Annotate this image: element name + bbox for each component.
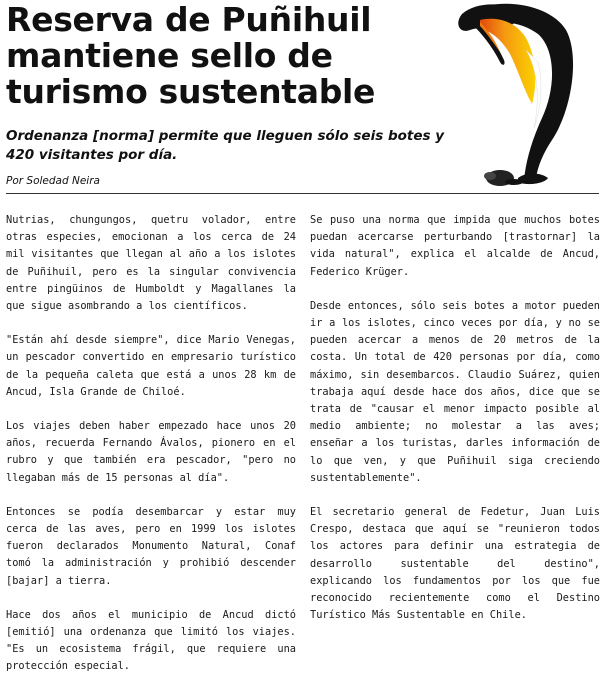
paragraph: Los viajes deben haber empezado hace unos 20 años, recuerda Fernando Ávalos, pionero en el rubro y que también era pescador, "pero no llegaban más de 15 personas al día". (6, 420, 296, 484)
paragraph: El secretario general de Fedetur, Juan Luis Crespo, destaca que aquí se "reunieron todos los actores para definir una estrategia de desarrollo sustentable del destino", explicando los fundamentos por los que fue reconocido recientemente como el Destino Turístico Más Sustentable en Chile. (310, 506, 600, 622)
penguin-icon (440, 0, 600, 195)
paragraph: "Están ahí desde siempre", dice Mario Venegas, un pescador convertido en empresario turístico de la pequeña caleta que está a unos 28 km de Ancud, Isla Grande de Chiloé. (6, 334, 296, 398)
paragraph: Nutrias, chungungos, quetru volador, entre otras especies, emocionan a los cerca de 24 mil visitantes que llegan al año a los islotes de Puñihuil, pero es la singular convivencia entre pingüinos de Humboldt y Magallanes la que sigue asombrando a los científicos. (6, 214, 296, 313)
divider (6, 193, 599, 194)
subheadline: Ordenanza [norma] permite que lleguen sólo seis botes y 420 visitantes por día. (6, 128, 445, 163)
headline: Reserva de Puñihuil mantiene sello de turismo sustentable (6, 0, 376, 111)
paragraph: Se puso una norma que impida que muchos botes puedan acercarse perturbando [trastornar] la vida natural", explica el alcalde de Ancud, Federico Krüger. (310, 214, 600, 278)
paragraph: Desde entonces, sólo seis botes a motor pueden ir a los islotes, cinco veces por día, y no se pueden acercar a menos de 20 metros de la costa. Un total de 420 personas por día, como máximo, sin desembarcos. Claudio Suárez, quien trabaja aquí desde hace dos años, dice que se trata de "causar el menor impacto posible al medio ambiente; no molestar a las aves; enseñar a los turistas, darles información de lo que ven, y que Puñihuil siga creciendo sustentablemente". (310, 299, 600, 484)
paragraph: Hace dos años el municipio de Ancud dictó [emitió] una ordenanza que limitó los viajes. "Es un ecosistema frágil, que requiere una protección especial. (6, 608, 296, 673)
paragraph: Entonces se podía desembarcar y estar muy cerca de las aves, pero en 1999 los islotes fueron declarados Monumento Natural, Conaf tomó la administración y prohibió descender [bajar] a tierra. (6, 505, 296, 587)
left-column (6, 212, 296, 693)
right-column (310, 212, 600, 641)
byline: Por Soledad Neira (6, 175, 100, 187)
